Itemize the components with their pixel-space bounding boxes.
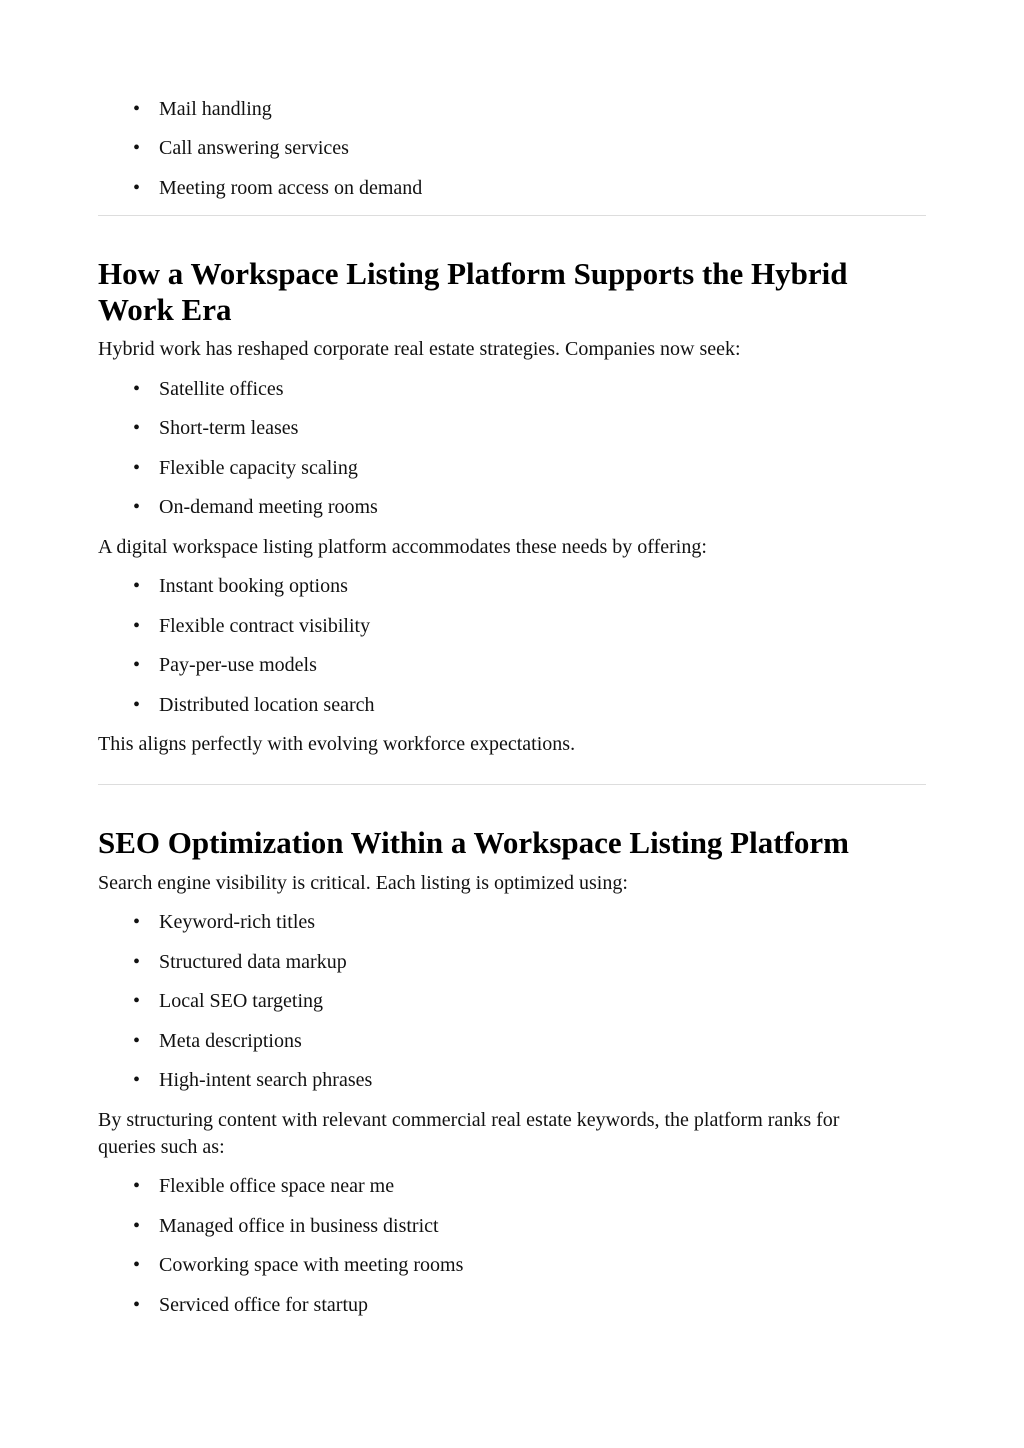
bullet-icon: • [133, 97, 141, 120]
bullet-list [98, 376, 926, 522]
list-item [98, 1292, 926, 1319]
list-item-text: Mail handling [159, 97, 272, 120]
bullet-icon: • [133, 654, 141, 676]
list-item [98, 455, 926, 482]
bullet-list [98, 573, 926, 719]
bullet-icon: • [133, 990, 141, 1012]
paragraph: Hybrid work has reshaped corporate real estate strategies. Companies now seek: [98, 338, 741, 360]
section-heading: How a Workspace Listing Platform Supports the Hybrid Work Era [98, 255, 848, 327]
bullet-icon: • [133, 377, 141, 400]
document-body [98, 96, 926, 1332]
list-item [98, 1213, 926, 1240]
list-item [98, 1252, 926, 1279]
list-item [98, 376, 926, 403]
bullet-icon: • [133, 911, 141, 933]
section-hybrid-work [98, 256, 926, 759]
bullet-icon: • [133, 417, 141, 439]
bullet-icon: • [133, 1029, 141, 1052]
list-item-text: High-intent search phrases [159, 1069, 373, 1091]
list-item [98, 652, 926, 679]
divider [98, 215, 926, 216]
list-item-text: Flexible contract visibility [159, 614, 371, 637]
list-item [98, 96, 926, 123]
intro-list [98, 96, 926, 202]
bullet-icon: • [133, 1214, 141, 1237]
paragraph: By structuring content with relevant commercial real estate keywords, the platform ranks for queries such as: [98, 1108, 840, 1158]
bullet-icon: • [133, 575, 141, 597]
list-item [98, 1067, 926, 1094]
paragraph: A digital workspace listing platform accommodates these needs by offering: [98, 535, 707, 558]
list-item [98, 135, 926, 162]
list-item [98, 175, 926, 202]
list-item-text: Distributed location search [159, 693, 375, 716]
paragraph: Search engine visibility is critical. Each listing is optimized using: [98, 871, 628, 894]
divider [98, 784, 926, 785]
paragraph: This aligns perfectly with evolving workforce expectations. [98, 733, 576, 755]
bullet-icon: • [133, 456, 141, 479]
list-item-text: Call answering services [159, 137, 349, 159]
bullet-icon: • [133, 137, 141, 159]
bullet-list [98, 909, 926, 1094]
list-item [98, 573, 926, 600]
list-item [98, 613, 926, 640]
list-item [98, 988, 926, 1015]
list-item [98, 415, 926, 442]
list-item-text: Short-term leases [159, 417, 299, 439]
list-item [98, 1028, 926, 1055]
bullet-icon: • [133, 1069, 141, 1091]
list-item-text: Serviced office for startup [159, 1293, 368, 1316]
bullet-icon: • [133, 614, 141, 637]
list-item-text: On-demand meeting rooms [159, 496, 378, 518]
list-item-text: Flexible office space near me [159, 1175, 395, 1197]
bullet-icon: • [133, 950, 141, 973]
section-heading: SEO Optimization Within a Workspace Listing Platform [98, 825, 849, 860]
list-item-text: Pay-per-use models [159, 654, 317, 676]
list-item-text: Local SEO targeting [159, 990, 324, 1012]
bullet-icon: • [133, 1293, 141, 1316]
bullet-icon: • [133, 1175, 141, 1197]
list-item-text: Instant booking options [159, 575, 348, 597]
bullet-list [98, 1173, 926, 1319]
list-item-text: Keyword-rich titles [159, 911, 316, 933]
bullet-icon: • [133, 176, 141, 199]
bullet-icon: • [133, 693, 141, 716]
list-item [98, 494, 926, 521]
list-item [98, 692, 926, 719]
list-item-text: Structured data markup [159, 950, 347, 973]
list-item-text: Managed office in business district [159, 1214, 439, 1237]
list-item-text: Meeting room access on demand [159, 176, 423, 199]
list-item-text: Satellite offices [159, 377, 284, 400]
list-item-text: Meta descriptions [159, 1029, 302, 1052]
list-item-text: Flexible capacity scaling [159, 456, 358, 479]
bullet-icon: • [133, 496, 141, 518]
list-item [98, 1173, 926, 1200]
bullet-icon: • [133, 1254, 141, 1276]
list-item-text: Coworking space with meeting rooms [159, 1254, 464, 1276]
list-item [98, 909, 926, 936]
list-item [98, 949, 926, 976]
section-seo [98, 825, 926, 1319]
